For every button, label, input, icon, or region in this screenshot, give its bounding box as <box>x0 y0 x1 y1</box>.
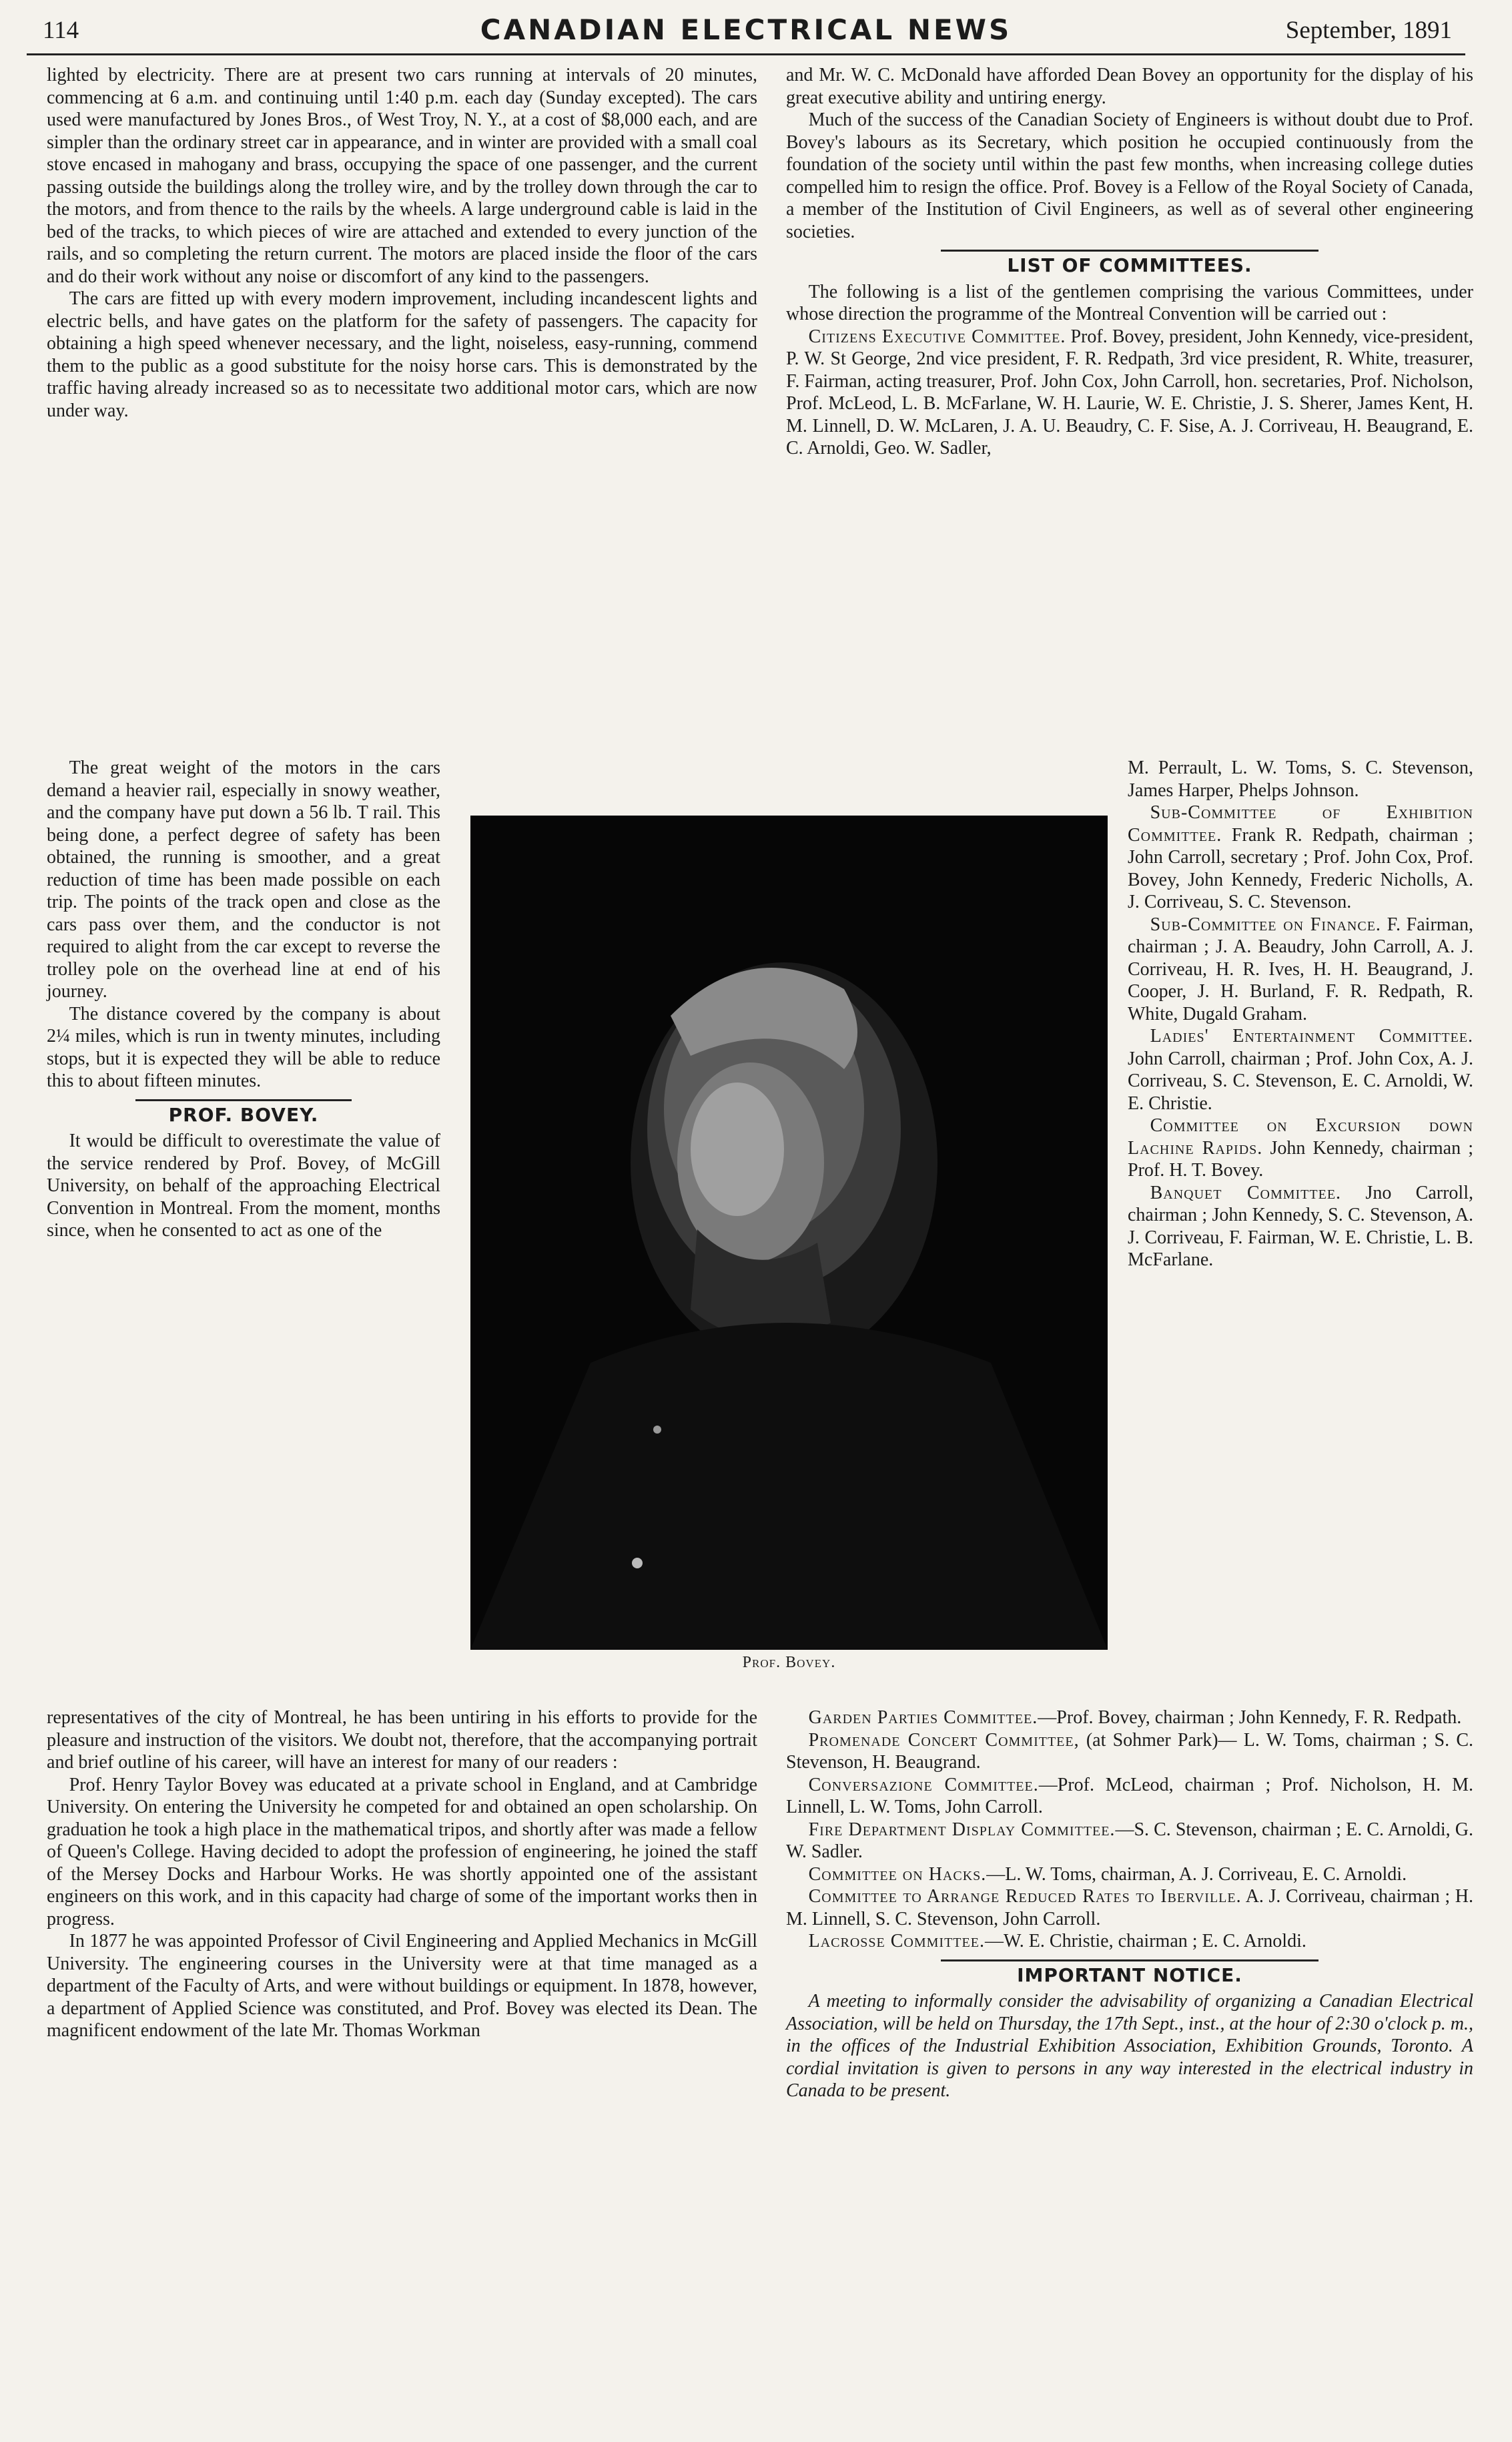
article-paragraph: In 1877 he was appointed Professor of Civil Engineering and Applied Mechanics in McGill University. The engineering courses in the University were at that time managed as a department of the Faculty of Arts, and were without buildings or equipment. In 1878, however, a department of Applied Science was constituted, and Prof. Bovey was elected its Dean. The magnificent endowment of the late Mr. Thomas Workman <box>47 1931 757 2041</box>
committee-members: —S. C. Stevenson, chairman ; E. C. Arnoldi, G. W. Sadler. <box>786 1819 1473 1862</box>
committee-entry <box>1128 914 1473 1026</box>
issue-date: September, 1891 <box>1285 17 1452 44</box>
portrait-image <box>470 816 1108 1650</box>
article-paragraph: The following is a list of the gentlemen comprising the various Committees, under whose direction the programme of the Montreal Convention will be carried out : <box>786 281 1473 324</box>
committee-name: Ladies' Entertainment Committee. <box>1150 1026 1473 1046</box>
article-paragraph: The distance covered by the company is about 2¼ miles, which is run in twenty minutes, including stops, but it is expected they will be able to reduce this to about fifteen minutes. <box>47 1003 440 1091</box>
committee-entry <box>1128 802 1473 914</box>
notice-heading: IMPORTANT NOTICE. <box>1017 1963 1242 1986</box>
article-paragraph: The great weight of the motors in the cars demand a heavier rail, especially in snowy weather, and the company have put down a 56 lb. T rail. This being done, a perfect degree of safety has been obtained, the running is smoother, and a great reduction of time has been made possible on each trip. The points of the track open and close as the cars pass over them, and the conductor is not required to alight from the car except to reverse the trolley pole on the overhead line at end of his journey. <box>47 757 440 1002</box>
committee-members: John Carroll, chairman ; Prof. John Cox, A. J. Corriveau, S. C. Stevenson, E. C. Arnoldi, W. E. Christie. <box>1128 1048 1473 1114</box>
committee-members: F. Fairman, chairman ; J. A. Beaudry, John Carroll, A. J. Corriveau, H. R. Ives, H. H. Beaugrand, J. Cooper, J. H. Burland, F. R. Redpath, R. White, Dugald Graham. <box>1128 914 1473 1024</box>
committee-members: (at Sohmer Park)— L. W. Toms, chairman ; S. C. Stevenson, H. Beaugrand. <box>786 1729 1474 1773</box>
committee-members: Frank R. Redpath, chairman ; John Carroll, secretary ; Prof. John Cox, Prof. Bovey, John Kennedy, Frederic Nicholls, A. J. Corriveau, S. C. Stevenson. <box>1128 824 1473 912</box>
committee-name: Garden Parties Committee. <box>808 1707 1038 1728</box>
committee-members: —Prof. Bovey, chairman ; John Kennedy, F. R. Redpath. <box>1038 1707 1462 1728</box>
committees-heading: LIST OF COMMITTEES. <box>1007 254 1252 276</box>
committee-entry <box>786 1885 1473 1930</box>
article-paragraph: representatives of the city of Montreal, he has been untiring in his efforts to provide for the pleasure and instruction of the visitors. We doubt not, therefore, that the accompanying portrait and brief outline of his career, will have an interest for many of our readers : <box>47 1707 757 1773</box>
left-column-bottom <box>47 1707 757 2042</box>
committee-members: —W. E. Christie, chairman ; E. C. Arnoldi. <box>984 1931 1306 1951</box>
committee-entry <box>786 326 1473 460</box>
right-column-narrow <box>1128 757 1473 1271</box>
right-column-top <box>786 64 1473 460</box>
committee-entry <box>1128 1182 1473 1271</box>
committee-entry <box>786 1819 1473 1863</box>
committee-entry <box>1128 1025 1473 1115</box>
important-notice <box>786 1959 1473 2102</box>
article-paragraph: The cars are fitted up with every modern improvement, including incandescent lights and electric bells, and have gates on the platform for the safety of passengers. The capacity for obtaining a high speed whenever necessary, and the light, noiseless, easy-running, commend them to the public as a good substitute for the noisy horse cars. This is demonstrated by the traffic having already increased so as to necessitate two additional motor cars, which are now under way. <box>47 288 757 421</box>
committee-name: Banquet Committee. <box>1150 1182 1342 1203</box>
committee-entry <box>786 1729 1473 1774</box>
left-column-narrow <box>47 757 440 1242</box>
article-paragraph: Prof. Henry Taylor Bovey was educated at a private school in England, and at Cambridge University. On entering the University he competed for and obtained an open scholarship. On graduation he took a high place in the mathematical tripos, and shortly after was made a fellow of Queen's College. Having decided to adopt the profession of engineering, he joined the staff of the Mersey Docks and Harbour Works. He was shortly appointed one of the assistant engineers on this work, and in this capacity had charge of some of the important works then in progress. <box>47 1774 757 1929</box>
portrait-photo <box>470 816 1108 1650</box>
committee-entry <box>1128 1115 1473 1182</box>
committee-entry <box>786 1707 1473 1729</box>
page-number: 114 <box>43 17 79 44</box>
committee-name: Fire Department Display Committee. <box>808 1819 1116 1840</box>
left-column-top <box>47 64 757 422</box>
section-rule <box>941 250 1319 252</box>
bovey-heading: PROF. BOVEY. <box>168 1103 319 1126</box>
committee-entry <box>786 1930 1473 1953</box>
committee-name: Promenade Concert Committee, <box>808 1729 1080 1751</box>
committee-members: Prof. Bovey, president, John Kennedy, vice-president, P. W. St George, 2nd vice president, F. R. Redpath, 3rd vice president, R. White, treasurer, F. Fairman, acting treasurer, Prof. John Cox, John Carroll, hon. secretaries, Prof. Nicholson, Prof. McLeod, L. B. McFarlane, W. H. Laurie, W. E. Christie, J. S. Sherer, James Kent, H. M. Linnell, D. W. McLaren, J. A. U. Beaudry, C. F. Sise, A. J. Corriveau, H. Beaugrand, E. C. Arnoldi, Geo. W. Sadler, <box>786 326 1473 459</box>
article-paragraph: and Mr. W. C. McDonald have afforded Dean Bovey an opportunity for the display of his great executive ability and untiring energy. <box>786 65 1473 108</box>
committee-members-cont: M. Perrault, L. W. Toms, S. C. Stevenson, James Harper, Phelps Johnson. <box>1128 757 1473 801</box>
committee-members: —L. W. Toms, chairman, A. J. Corriveau, E. C. Arnoldi. <box>986 1863 1407 1885</box>
section-rule <box>941 1959 1319 1961</box>
committee-name: Citizens Executive Committee. <box>808 326 1066 347</box>
committee-name: Committee to Arrange Reduced Rates to Iberville. <box>808 1886 1242 1907</box>
committee-name: Conversazione Committee. <box>808 1774 1039 1795</box>
section-rule <box>135 1099 352 1101</box>
committee-name: Committee on Hacks. <box>808 1863 987 1885</box>
right-column-bottom <box>786 1707 1473 2102</box>
photo-caption: Prof. Bovey. <box>742 1654 836 1671</box>
committee-entry <box>786 1863 1473 1886</box>
committee-members: John Kennedy, chairman ; Prof. H. T. Bovey. <box>1128 1137 1473 1181</box>
page-header <box>27 12 1465 55</box>
committee-members: Jno Carroll, chairman ; John Kennedy, S. C. Stevenson, A. J. Corriveau, F. Fairman, W. E. Christie, L. B. McFarlane. <box>1128 1182 1473 1270</box>
notice-text: A meeting to informally consider the advisability of organizing a Canadian Electrical Association, will be held on Thursday, the 17th Sept., inst., at the hour of 2:30 o'clock p. m., in the offices of the Industrial Exhibition Association, Exhibition Grounds, Toronto. A cordial invitation is given to persons in any way interested in the electrical industry in Canada to be present. <box>786 1991 1473 2101</box>
masthead-title: CANADIAN ELECTRICAL NEWS <box>480 13 1012 46</box>
article-paragraph: It would be difficult to overestimate the value of the service rendered by Prof. Bovey, of McGill University, on behalf of the approaching Electrical Convention in Montreal. From the moment, months since, when he consented to act as one of the <box>47 1131 440 1241</box>
committee-name: Sub-Committee on Finance. <box>1150 914 1381 935</box>
committee-members: A. J. Corriveau, chairman ; H. M. Linnell, S. C. Stevenson, John Carroll. <box>786 1886 1473 1929</box>
committee-name: Committee on Excursion down Lachine Rapids. <box>1128 1115 1473 1159</box>
committee-entry <box>786 1774 1473 1819</box>
article-paragraph: Much of the success of the Canadian Society of Engineers is without doubt due to Prof. Bovey's labours as its Secretary, which position he occupied continuously from the foundation of the society until within the past few months, when increasing college duties compelled him to resign the office. Prof. Bovey is a Fellow of the Royal Society of Canada, a member of the Institution of Civil Engineers, as well as of several other engineering societies. <box>786 109 1473 242</box>
committee-name: Lacrosse Committee. <box>808 1931 985 1951</box>
article-paragraph: lighted by electricity. There are at present two cars running at intervals of 20 minutes, commencing at 6 a.m. and continuing until 1:40 p.m. each day (Sunday excepted). The cars used were manufactured by Jones Bros., of West Troy, N. Y., at a cost of $8,000 each, and are simpler than the ordinary street car in appearance, and in winter are provided with a small coal stove encased in mahogany and brass, occupying the space of one passenger, and the current passing outside the buildings along the trolley wire, and by the trolley down through the car to the motors, and from thence to the rails by the wheels. A large underground cable is laid in the bed of the tracks, to which pieces of wire are attached and extended to every junction of the rails, and so completing the return current. The motors are placed inside the floor of the cars and do their work without any noise or discomfort of any kind to the passengers. <box>47 65 757 287</box>
committee-members: —Prof. McLeod, chairman ; Prof. Nicholson, H. M. Linnell, L. W. Toms, John Carroll. <box>786 1774 1473 1817</box>
committee-name: Sub-Committee of Exhibition Committee. <box>1128 802 1473 846</box>
